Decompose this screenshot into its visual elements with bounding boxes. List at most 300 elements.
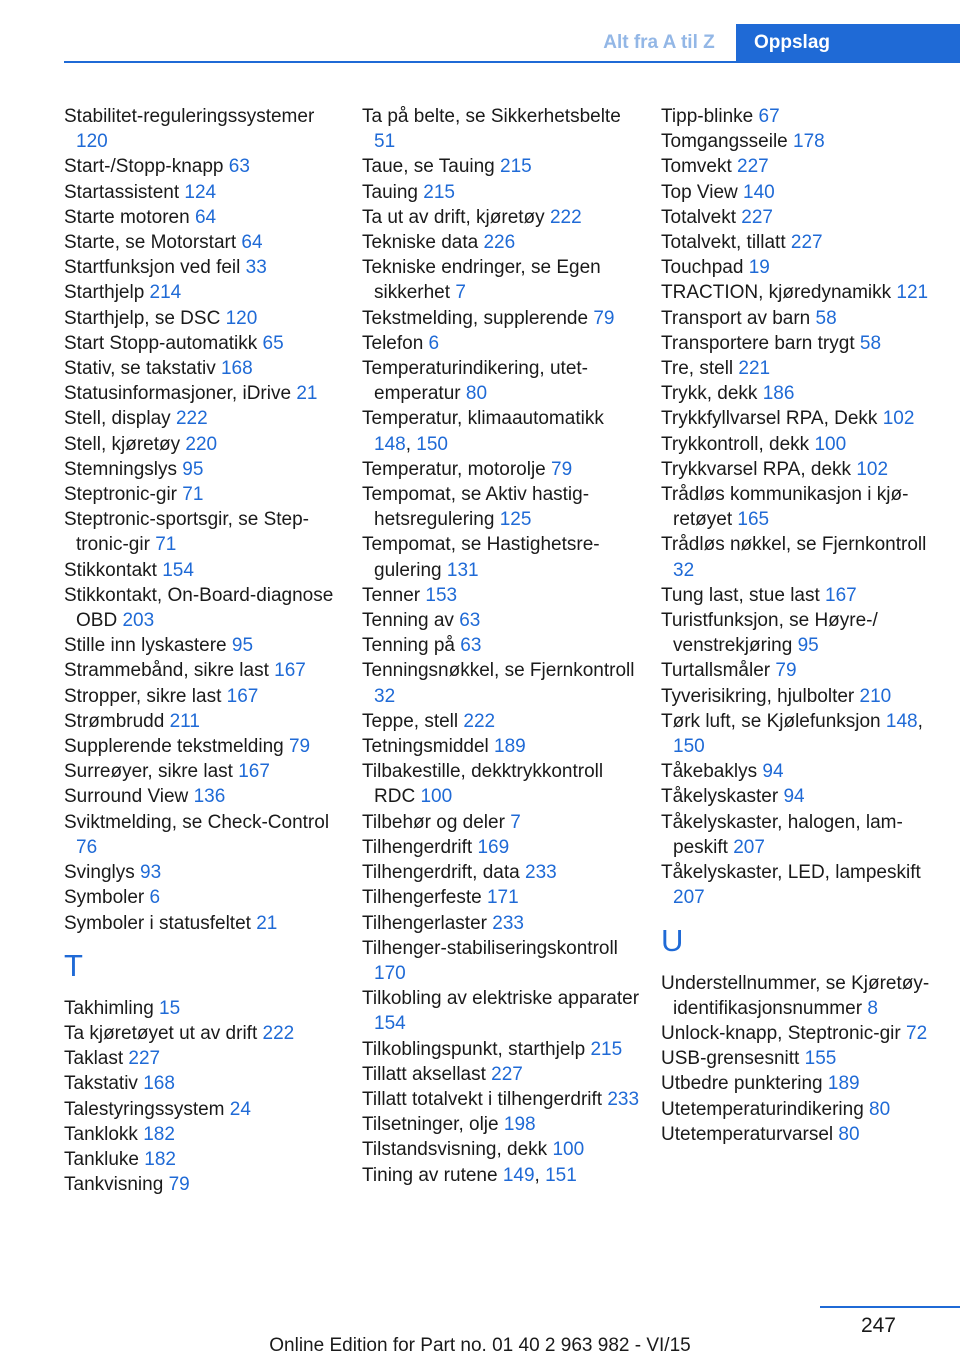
index-column-3	[661, 104, 941, 1147]
index-entry	[64, 1097, 344, 1122]
page-reference-link[interactable]: 211	[169, 710, 200, 732]
page-reference-link[interactable]: 79	[168, 1174, 190, 1196]
index-entry	[362, 734, 642, 759]
page-reference-link[interactable]: 79	[551, 458, 573, 480]
page-reference-link[interactable]: 100	[552, 1139, 585, 1161]
page-number: 247	[860, 1314, 896, 1337]
index-term: Tenner	[362, 584, 426, 606]
index-term: Taklast	[64, 1048, 129, 1070]
index-term: Taue, se Tauing	[362, 156, 501, 178]
index-term: Stille inn lyskastere	[64, 635, 232, 657]
index-entry	[661, 104, 941, 129]
index-term: Tilhengerdrift, data	[362, 862, 525, 884]
index-entry	[362, 306, 642, 331]
index-entry	[661, 306, 941, 331]
index-entry	[661, 1071, 941, 1096]
header-rule	[64, 61, 960, 63]
index-entry	[362, 936, 642, 986]
index-term: Tilbehør og deler	[362, 811, 511, 833]
page-reference-link[interactable]: 203	[122, 610, 155, 632]
index-entry	[661, 154, 941, 179]
index-column-1	[64, 104, 344, 1197]
index-term: Tilbakestille, dekktrykkontroll RDC	[362, 761, 604, 808]
page-reference-link[interactable]: 150	[416, 433, 448, 455]
page-reference-link[interactable]: 65	[262, 332, 284, 354]
index-term: Tankluke	[64, 1148, 145, 1170]
page-reference-link[interactable]: 6	[149, 887, 161, 909]
page-reference-link[interactable]: 95	[231, 635, 254, 657]
index-entry	[661, 1046, 941, 1071]
index-term: Trykkvarsel RPA, dekk	[661, 458, 857, 480]
index-term: Tetningsmiddel	[362, 736, 495, 758]
index-entry	[64, 684, 344, 709]
index-entry	[64, 759, 344, 784]
index-entry	[362, 911, 642, 936]
index-term: Stell, kjøretøy	[64, 433, 186, 455]
index-entry	[661, 583, 941, 608]
index-term: Tanklokk	[64, 1123, 144, 1145]
index-term: Tilkobling av elektriske apparater	[362, 988, 640, 1010]
index-term: Tåkelyskaster, LED, lampeskift	[661, 862, 921, 884]
index-term: Tomgangsseile	[661, 131, 794, 153]
index-term: Starthjelp, se DSC	[64, 307, 226, 329]
index-term: Tankvisning	[64, 1174, 169, 1196]
index-entry	[362, 860, 642, 885]
index-entry	[64, 230, 344, 255]
index-term: Trykkontroll, dekk	[661, 433, 815, 455]
page-reference-link[interactable]: 150	[673, 736, 705, 758]
index-entry	[64, 406, 344, 431]
page-reference-link[interactable]: 222	[175, 408, 208, 430]
index-entry	[64, 180, 344, 205]
page-reference-link[interactable]: 100	[814, 433, 847, 455]
index-term: Stikkontakt, On-Board-diagnose OBD	[64, 584, 334, 632]
index-entry	[64, 1172, 344, 1197]
index-entry	[64, 154, 344, 179]
index-term: Takstativ	[64, 1073, 144, 1095]
index-entry	[362, 180, 642, 205]
page-reference-link[interactable]: 227	[790, 232, 823, 254]
index-entry: Tining av rutene 149, 151	[362, 1164, 577, 1186]
page-reference-link[interactable]: 168	[220, 358, 253, 380]
page-reference-link[interactable]: 67	[758, 106, 780, 127]
index-entry	[661, 406, 941, 431]
page-reference-link[interactable]: 63	[228, 156, 250, 178]
page-reference-link[interactable]: 171	[486, 887, 519, 909]
index-entry	[362, 1112, 642, 1137]
page-reference-link[interactable]: 140	[743, 181, 775, 203]
index-entry	[64, 331, 344, 356]
index-term: Unlock-knapp, Steptronic-gir	[661, 1022, 906, 1044]
page-reference-link[interactable]: 76	[76, 836, 98, 858]
page-reference-link[interactable]: 32	[673, 559, 695, 581]
index-term: Statusinformasjoner, iDrive	[64, 383, 297, 405]
page-reference-link[interactable]: 220	[185, 433, 218, 455]
index-entry	[661, 608, 941, 658]
header-chapter-tab: Oppslag	[736, 24, 960, 62]
index-entry	[64, 507, 344, 557]
page-reference-link[interactable]: 222	[463, 710, 496, 732]
index-entry	[661, 230, 941, 255]
index-entry	[64, 457, 344, 482]
index-term: Supplerende tekstmelding	[64, 736, 289, 758]
page-reference-link[interactable]: 79	[775, 660, 797, 682]
index-term: Startassistent	[64, 181, 185, 203]
index-term: Tåkelyskaster	[661, 786, 784, 808]
page-reference-link[interactable]: 227	[741, 206, 773, 228]
page-reference-link[interactable]: 222	[262, 1022, 295, 1044]
index-term: Tekstmelding, supplerende	[362, 307, 594, 329]
page-reference-link[interactable]: 95	[182, 458, 204, 480]
page-reference-link[interactable]: 169	[477, 836, 510, 858]
page-reference-link[interactable]: 21	[296, 383, 318, 405]
index-entry	[362, 532, 642, 582]
index-term: Utetemperaturindikering	[661, 1098, 870, 1120]
index-entry	[362, 1037, 642, 1062]
index-entry	[362, 255, 642, 305]
index-entry	[64, 1071, 344, 1096]
page-reference-link[interactable]: 63	[459, 610, 481, 632]
index-entry	[362, 583, 642, 608]
index-term: USB-grensesnitt	[661, 1048, 805, 1070]
index-term: Tyverisikring, hjulbolter	[661, 685, 860, 707]
header-section-title: Alt fra A til Z	[603, 32, 715, 53]
index-entry	[64, 911, 344, 936]
index-term: Ta på belte, se Sikkerhetsbelte	[362, 106, 621, 127]
index-term: Strammebånd, sikre last	[64, 660, 275, 682]
page-reference-link[interactable]: 102	[882, 408, 915, 430]
index-entry	[64, 306, 344, 331]
index-entry	[661, 356, 941, 381]
index-term: Starte, se Motorstart	[64, 232, 242, 254]
page-reference-link[interactable]: 121	[896, 282, 929, 304]
index-term: Telefon	[362, 332, 429, 354]
index-term: Tilstandsvisning, dekk	[362, 1139, 553, 1161]
index-term: Starte motoren	[64, 206, 195, 228]
page-reference-link[interactable]: 215	[590, 1038, 623, 1060]
index-entry	[64, 709, 344, 734]
index-entry	[64, 1021, 344, 1046]
index-term: Start-/Stopp-knapp	[64, 156, 229, 178]
index-term: Stell, display	[64, 408, 176, 430]
index-entry	[64, 996, 344, 1021]
index-term: Tåkelyskaster, halogen, lampeskift	[661, 811, 903, 858]
index-term: Takhimling	[64, 997, 160, 1019]
index-term: Top View	[661, 181, 744, 203]
page-reference-link[interactable]: 136	[193, 786, 226, 808]
index-term: Tekniske data	[362, 232, 484, 254]
page-reference-link[interactable]: 226	[483, 232, 516, 254]
index-term: Surreøyer, sikre last	[64, 761, 239, 783]
page-reference-link[interactable]: 167	[274, 660, 306, 682]
index-term: Tipp-blinke	[661, 106, 759, 127]
index-column-2	[362, 104, 642, 1188]
page-reference-link[interactable]: 148	[374, 433, 406, 455]
index-term: Tenningsnøkkel, se Fjernkontroll	[362, 660, 635, 682]
index-term: Start Stopp-automatikk	[64, 332, 263, 354]
index-term: Tilhengerdrift	[362, 836, 478, 858]
page-reference-link[interactable]: 79	[593, 307, 615, 329]
index-term: Talestyringssystem	[64, 1098, 230, 1120]
index-term: Tempomat, se Hastighetsregulering	[362, 534, 600, 581]
page-reference-link[interactable]: 189	[494, 736, 526, 758]
index-term: Steptronic-sportsgir, se Steptronic-gir	[64, 509, 309, 556]
page-reference-link[interactable]: 80	[869, 1098, 891, 1120]
page-reference-link[interactable]: 102	[856, 458, 889, 480]
page-reference-link[interactable]: 6	[428, 332, 440, 354]
index-entry	[661, 860, 941, 910]
index-entry	[362, 1062, 642, 1087]
index-term: Tilsetninger, olje	[362, 1114, 504, 1136]
page-reference-link[interactable]: 149	[502, 1164, 535, 1186]
page-reference-link[interactable]: 227	[128, 1048, 161, 1070]
index-term: Tomvekt	[661, 156, 738, 178]
page-reference-link[interactable]: 210	[859, 685, 892, 707]
index-entry	[362, 1087, 642, 1112]
page-reference-link[interactable]: 58	[859, 332, 882, 354]
page-reference-link[interactable]: 221	[738, 358, 771, 380]
page-reference-link[interactable]: 7	[455, 282, 466, 304]
page-reference-link[interactable]: 80	[838, 1123, 860, 1145]
page-reference-link[interactable]: 165	[737, 509, 770, 531]
index-entry	[64, 255, 344, 280]
page-reference-link[interactable]: 155	[804, 1048, 837, 1070]
index-entry	[64, 356, 344, 381]
index-entry	[661, 280, 941, 305]
index-entry	[64, 558, 344, 583]
index-term: Turtallsmåler	[661, 660, 776, 682]
page-reference-link[interactable]: 131	[446, 559, 479, 581]
page-reference-link[interactable]: 214	[149, 282, 182, 304]
index-term: Stativ, se takstativ	[64, 358, 221, 380]
page-reference-link[interactable]: 227	[737, 156, 769, 178]
index-entry	[64, 885, 344, 910]
page-reference-link[interactable]: 7	[510, 811, 521, 833]
index-entry	[362, 885, 642, 910]
page-reference-link[interactable]: 71	[182, 484, 204, 506]
page-reference-link[interactable]: 167	[825, 584, 857, 606]
index-term: Tåkebaklys	[661, 761, 763, 783]
index-term: Ta ut av drift, kjøretøy	[362, 206, 550, 228]
index-entry	[64, 205, 344, 230]
index-term: Trådløs kommunikasjon i kjøretøyet	[661, 484, 909, 531]
page-reference-link[interactable]: 207	[673, 887, 705, 909]
page-reference-link[interactable]: 182	[143, 1123, 175, 1145]
index-term: Tenning av	[362, 610, 460, 632]
page-reference-link[interactable]: 125	[499, 509, 532, 531]
index-term: Totalvekt	[661, 206, 742, 228]
page-reference-link[interactable]: 167	[226, 685, 259, 707]
index-term: Teppe, stell	[362, 710, 464, 732]
index-entry	[362, 331, 642, 356]
page-reference-link[interactable]: 33	[245, 257, 267, 279]
index-term: Tre, stell	[661, 358, 739, 380]
index-entry	[64, 784, 344, 809]
page-reference-link[interactable]: 93	[140, 862, 162, 884]
index-term: Svinglys	[64, 862, 141, 884]
page-reference-link[interactable]: 215	[423, 181, 455, 203]
page-reference-link[interactable]: 182	[144, 1148, 176, 1170]
page-reference-link[interactable]: 233	[492, 912, 524, 934]
index-term: Trykkfyllvarsel RPA, Dekk	[661, 408, 883, 430]
index-entry	[362, 230, 642, 255]
index-term: Tauing	[362, 181, 424, 203]
index-term: Startfunksjon ved feil	[64, 257, 246, 279]
index-term: Transport av barn	[661, 307, 816, 329]
index-entry	[362, 356, 642, 406]
index-entry	[362, 759, 642, 809]
index-term: Tenning på	[362, 635, 461, 657]
index-entry	[661, 1021, 941, 1046]
page-reference-link[interactable]: 154	[374, 1013, 406, 1035]
index-term: Stemningslys	[64, 458, 183, 480]
index-entry	[661, 255, 941, 280]
page-reference-link[interactable]: 178	[793, 131, 825, 153]
index-entry	[661, 532, 941, 582]
page-reference-link[interactable]: 233	[607, 1088, 640, 1110]
page-reference-link[interactable]: 124	[184, 181, 217, 203]
page-reference-link[interactable]: 222	[549, 206, 582, 228]
page-reference-link[interactable]: 207	[733, 836, 765, 858]
index-term: Utetemperaturvarsel	[661, 1123, 839, 1145]
index-entry: Tørk luft, se Kjølefunksjon 148, 150	[661, 710, 923, 758]
index-entry	[661, 482, 941, 532]
page-reference-link[interactable]: 154	[162, 559, 194, 581]
page-reference-link[interactable]: 80	[465, 383, 488, 405]
page-reference-link[interactable]: 215	[500, 156, 532, 178]
page-reference-link[interactable]: 95	[797, 635, 819, 657]
index-entry	[362, 709, 642, 734]
index-term: Tillatt totalvekt i tilhengerdrift	[362, 1088, 608, 1110]
index-term: Tilhengerfeste	[362, 887, 487, 909]
index-term: Trådløs nøkkel, se Fjernkontroll	[661, 534, 927, 556]
page-reference-link[interactable]: 8	[867, 997, 878, 1019]
page-reference-link[interactable]: 58	[815, 307, 837, 329]
index-entry	[362, 608, 642, 633]
index-entry	[362, 457, 642, 482]
index-entry	[661, 784, 941, 809]
page-reference-link[interactable]: 100	[420, 786, 453, 808]
index-entry: Temperatur, klimaautomatikk 148, 150	[362, 408, 604, 455]
index-entry	[64, 381, 344, 406]
page-reference-link[interactable]: 72	[906, 1022, 928, 1044]
page-reference-link[interactable]: 24	[229, 1098, 251, 1120]
page-reference-link[interactable]: 64	[241, 232, 263, 254]
page-reference-link[interactable]: 15	[159, 997, 181, 1019]
page-reference-link[interactable]: 233	[525, 862, 557, 884]
index-entry	[661, 331, 941, 356]
index-term: Starthjelp	[64, 282, 150, 304]
index-term: Tining av rutene	[362, 1164, 503, 1186]
index-term: Understellnummer, se Kjøretøy-identifikasjonsnummer	[661, 972, 930, 1019]
index-entry	[64, 1122, 344, 1147]
index-term: Ta kjøretøyet ut av drift	[64, 1022, 263, 1044]
index-term: Transportere barn trygt	[661, 332, 860, 354]
index-entry	[661, 205, 941, 230]
index-entry	[64, 1147, 344, 1172]
page-reference-link[interactable]: 51	[374, 131, 396, 153]
index-entry	[661, 759, 941, 784]
index-term: Tilkoblingspunkt, starthjelp	[362, 1038, 591, 1060]
page-reference-link[interactable]: 151	[545, 1164, 577, 1186]
page-reference-link[interactable]: 94	[762, 761, 784, 783]
page-reference-link[interactable]: 153	[425, 584, 458, 606]
index-entry	[64, 104, 344, 154]
page-reference-link[interactable]: 19	[748, 257, 770, 279]
index-entry	[362, 810, 642, 835]
index-entry	[362, 633, 642, 658]
index-entry	[64, 658, 344, 683]
index-term: Strømbrudd	[64, 710, 170, 732]
index-term: Temperaturindikering, utetemperatur	[362, 358, 588, 405]
page-reference-link[interactable]: 167	[238, 761, 270, 783]
index-entry	[64, 432, 344, 457]
index-term: Trykk, dekk	[661, 383, 763, 405]
index-term: Turistfunksjon, se Høyre-/ venstrekjøring	[661, 610, 878, 657]
index-entry	[362, 482, 642, 532]
index-entry	[661, 432, 941, 457]
index-entry	[64, 860, 344, 885]
index-term: Tilhenger-stabiliseringskontroll	[362, 937, 618, 959]
index-entry	[661, 684, 941, 709]
index-entry	[64, 280, 344, 305]
page-reference-link[interactable]: 79	[288, 736, 311, 758]
page-reference-link[interactable]: 32	[374, 685, 396, 707]
index-entry	[661, 1122, 941, 1147]
page-reference-link[interactable]: 170	[374, 962, 406, 984]
page-reference-link[interactable]: 227	[491, 1063, 523, 1085]
index-term: Symboler i statusfeltet	[64, 912, 257, 934]
index-entry	[362, 154, 642, 179]
page-reference-link[interactable]: 148	[885, 710, 918, 732]
index-entry	[64, 633, 344, 658]
index-entry	[362, 835, 642, 860]
index-entry	[362, 658, 642, 708]
index-term: Steptronic-gir	[64, 484, 183, 506]
index-term: Symboler	[64, 887, 150, 909]
page-reference-link[interactable]: 168	[143, 1073, 175, 1095]
page-reference-link[interactable]: 120	[225, 307, 258, 329]
index-entry	[64, 810, 344, 860]
index-term: Stikkontakt	[64, 559, 163, 581]
edition-footer: Online Edition for Part no. 01 40 2 963 982 - VI/15	[269, 1335, 691, 1356]
index-term: Temperatur, klimaautomatikk	[362, 408, 604, 430]
page-reference-link[interactable]: 64	[194, 206, 217, 228]
page-reference-link[interactable]: 21	[256, 912, 278, 934]
page-reference-link[interactable]: 198	[503, 1114, 536, 1136]
index-entry	[64, 482, 344, 507]
page-reference-link[interactable]: 189	[827, 1073, 860, 1095]
index-entry	[362, 205, 642, 230]
page-reference-link[interactable]: 186	[762, 383, 795, 405]
page-reference-link[interactable]: 63	[460, 635, 482, 657]
index-letter-heading: T	[64, 947, 83, 983]
index-entry	[362, 1137, 642, 1162]
index-term: Utbedre punktering	[661, 1073, 828, 1095]
index-entry	[661, 1097, 941, 1122]
index-term: Tung last, stue last	[661, 584, 826, 606]
footer-rule	[820, 1306, 960, 1308]
page-reference-link[interactable]: 71	[155, 534, 177, 556]
index-entry	[661, 810, 941, 860]
index-term: Surround View	[64, 786, 194, 808]
index-entry	[661, 180, 941, 205]
page-reference-link[interactable]: 94	[783, 786, 805, 808]
index-term: Tilhengerlaster	[362, 912, 493, 934]
page-reference-link[interactable]: 120	[76, 131, 108, 153]
index-entry	[362, 104, 642, 154]
index-term: Temperatur, motorolje	[362, 458, 552, 480]
